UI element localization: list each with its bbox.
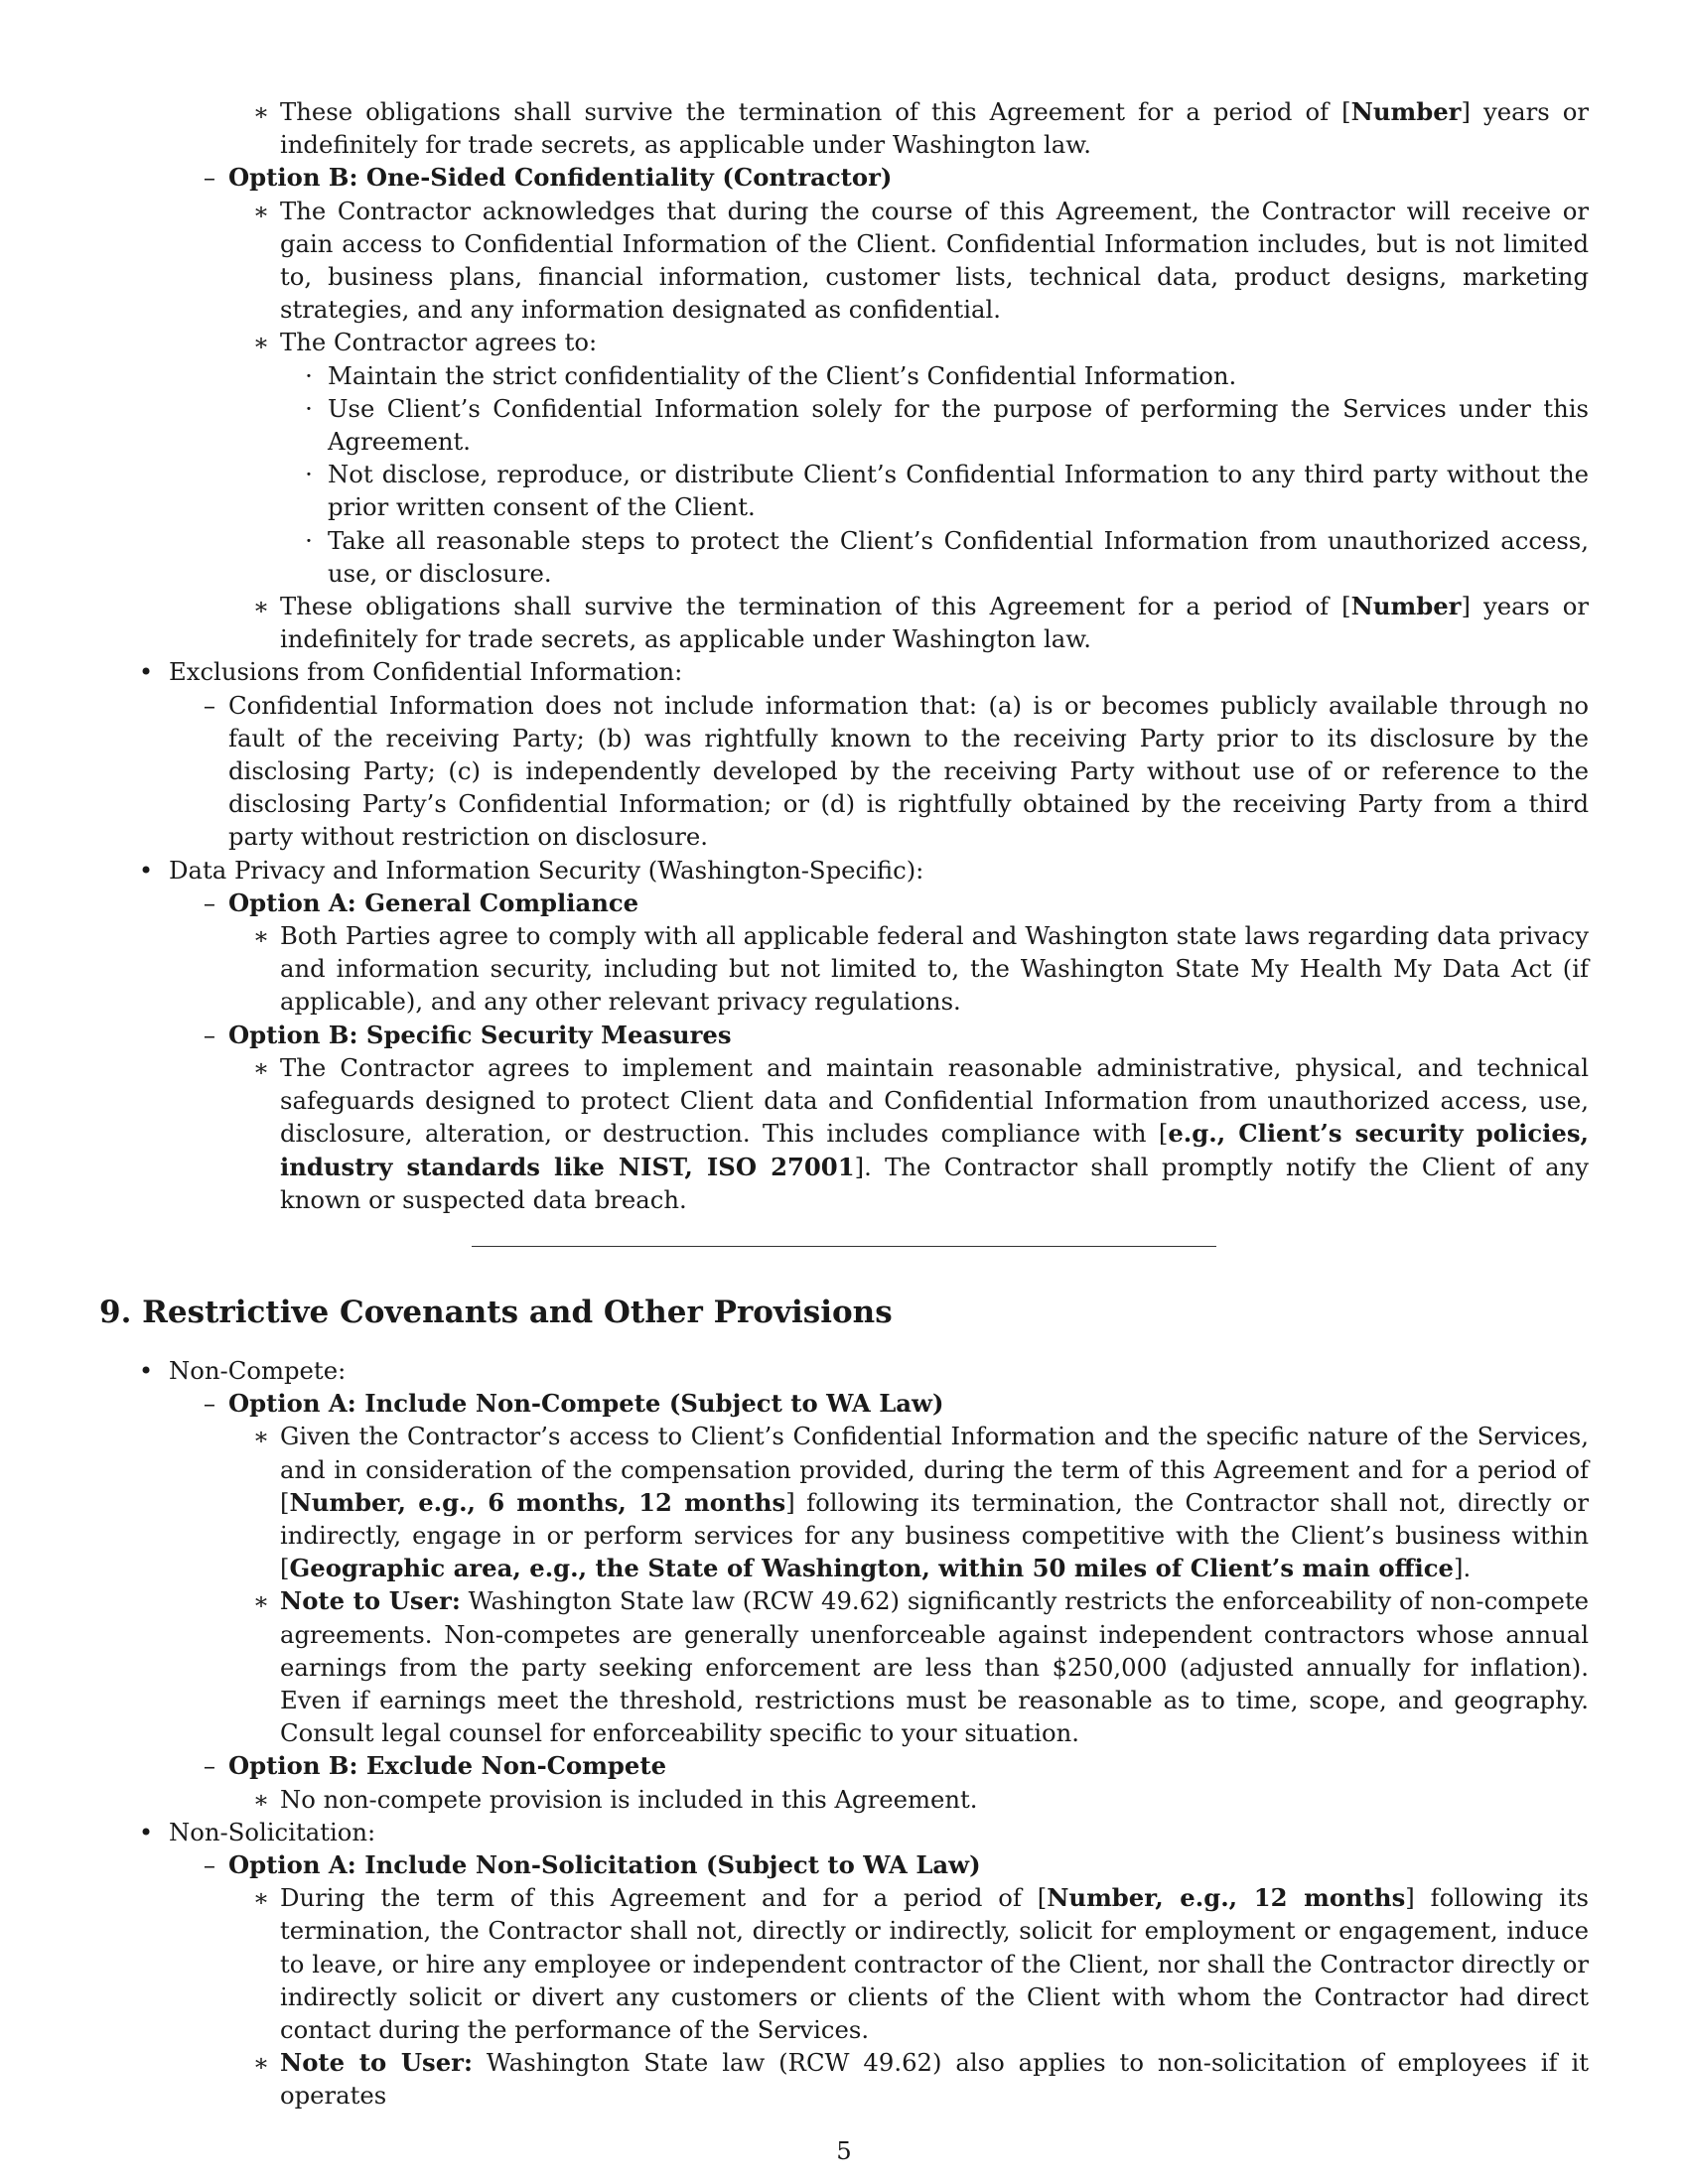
list-item: ∗ Given the Contractor’s access to Client’s Confidential Information and the specific nature of the Services, and in consideration of the compensation provided, during the term of this Agreement and for a period of [Number, e.g., 6 months, 12 months] following its termination, the Contractor shall not, directly or indirectly, engage in or perform services for any business competitive with the Client’s business within [Geographic area, e.g., the State of Washington, within 50 miles of Client’s main office]. [99,1420,1589,1584]
asterisk-bullet-icon: ∗ [252,2048,270,2078]
document-body [99,95,1589,2113]
list-item: · Use Client’s Confidential Information solely for the purpose of performing the Services under this Agreement. [99,392,1589,458]
dot-bullet-icon: · [305,525,313,555]
list-item: ∗ Note to User: Washington State law (RCW 49.62) significantly restricts the enforceability of non-compete agreements. Non-competes are generally unenforceable against independent contractors whose annual earnings from the party seeking enforcement are less than $250,000 (adjusted annually for inflation). Even if earnings meet the threshold, restrictions must be reasonable as to time, scope, and geography. Consult legal counsel for enforceability specific to your situation. [99,1584,1589,1749]
dash-bullet-icon: – [203,887,216,917]
list-item: ∗ No non-compete provision is included in this Agreement. [99,1783,1589,1816]
horizontal-rule [472,1246,1216,1247]
option-heading: – Option A: General Compliance [99,887,1589,919]
option-heading: – Option A: Include Non-Compete (Subject to WA Law) [99,1387,1589,1420]
option-heading: – Option B: One-Sided Confidentiality (Contractor) [99,161,1589,194]
asterisk-bullet-icon: ∗ [252,592,270,621]
list-item: • Non-Solicitation: [99,1816,1589,1848]
list-item: · Maintain the strict confidentiality of the Client’s Confidential Information. [99,359,1589,392]
dash-bullet-icon: – [203,690,216,720]
round-bullet-icon: • [138,1355,154,1385]
list-item: • Exclusions from Confidential Information: [99,655,1589,688]
list-item: – Confidential Information does not include information that: (a) is or becomes publicly available through no fault of the receiving Party; (b) was rightfully known to the receiving Party prior to its disclosure by the disclosing Party; (c) is independently developed by the receiving Party without use of or reference to the disclosing Party’s Confidential Information; or (d) is rightfully obtained by the receiving Party from a third party without restriction on disclosure. [99,689,1589,854]
dot-bullet-icon: · [305,360,313,390]
asterisk-bullet-icon: ∗ [252,1883,270,1913]
asterisk-bullet-icon: ∗ [252,328,270,357]
option-heading: – Option B: Specific Security Measures [99,1019,1589,1051]
dash-bullet-icon: – [203,163,216,193]
dot-bullet-icon: · [305,460,313,489]
list-item: • Data Privacy and Information Security (Washington-Specific): [99,854,1589,887]
asterisk-bullet-icon: ∗ [252,1422,270,1451]
list-item: • Non-Compete: [99,1354,1589,1387]
asterisk-bullet-icon: ∗ [252,1052,270,1082]
list-item: ∗ These obligations shall survive the termination of this Agreement for a period of [Number] years or indefinitely for trade secrets, as applicable under Washington law. [99,590,1589,655]
asterisk-bullet-icon: ∗ [252,921,270,951]
list-item: ∗ Both Parties agree to comply with all applicable federal and Washington state laws regarding data privacy and information security, including but not limited to, the Washington State My Health My Data Act (if applicable), and any other relevant privacy regulations. [99,919,1589,1019]
dot-bullet-icon: · [305,393,313,423]
dash-bullet-icon: – [203,1389,216,1419]
page-number: 5 [836,2136,852,2165]
list-item: ∗ These obligations shall survive the termination of this Agreement for a period of [Number] years or indefinitely for trade secrets, as applicable under Washington law. [99,95,1589,161]
round-bullet-icon: • [138,855,154,885]
option-heading: – Option A: Include Non-Solicitation (Subject to WA Law) [99,1848,1589,1881]
dash-bullet-icon: – [203,1751,216,1781]
dash-bullet-icon: – [203,1020,216,1049]
dash-bullet-icon: – [203,1849,216,1879]
asterisk-bullet-icon: ∗ [252,1784,270,1814]
round-bullet-icon: • [138,1817,154,1846]
section-heading: 9. Restrictive Covenants and Other Provisions [99,1294,893,1330]
asterisk-bullet-icon: ∗ [252,196,270,225]
asterisk-bullet-icon: ∗ [252,97,270,126]
list-item: ∗ The Contractor agrees to implement and maintain reasonable administrative, physical, and technical safeguards designed to protect Client data and Confidential Information from unauthorized access, use, disclosure, alteration, or destruction. This includes compliance with [e.g., Client’s security policies, industry standards like NIST, ISO 27001]. The Contractor shall promptly notify the Client of any known or suspected data breach. [99,1051,1589,1216]
asterisk-bullet-icon: ∗ [252,1586,270,1616]
list-item: ∗ Note to User: Washington State law (RCW 49.62) also applies to non-solicitation of employees if it operates [99,2046,1589,2112]
list-item: · Not disclose, reproduce, or distribute Client’s Confidential Information to any third party without the prior written consent of the Client. [99,458,1589,523]
list-item: ∗ During the term of this Agreement and for a period of [Number, e.g., 12 months] following its termination, the Contractor shall not, directly or indirectly, solicit for employment or engagement, induce to leave, or hire any employee or independent contractor of the Client, nor shall the Contractor directly or indirectly solicit or divert any customers or clients of the Client with whom the Contractor had direct contact during the performance of the Services. [99,1881,1589,2046]
round-bullet-icon: • [138,657,154,687]
option-heading: – Option B: Exclude Non-Compete [99,1749,1589,1782]
list-item: ∗ The Contractor acknowledges that during the course of this Agreement, the Contractor will receive or gain access to Confidential Information of the Client. Confidential Information includes, but is not limited to, business plans, financial information, customer lists, technical data, product designs, marketing strategies, and any information designated as confidential. [99,195,1589,327]
list-item: ∗ The Contractor agrees to: [99,326,1589,358]
list-item: · Take all reasonable steps to protect the Client’s Confidential Information from unauthorized access, use, or disclosure. [99,524,1589,590]
